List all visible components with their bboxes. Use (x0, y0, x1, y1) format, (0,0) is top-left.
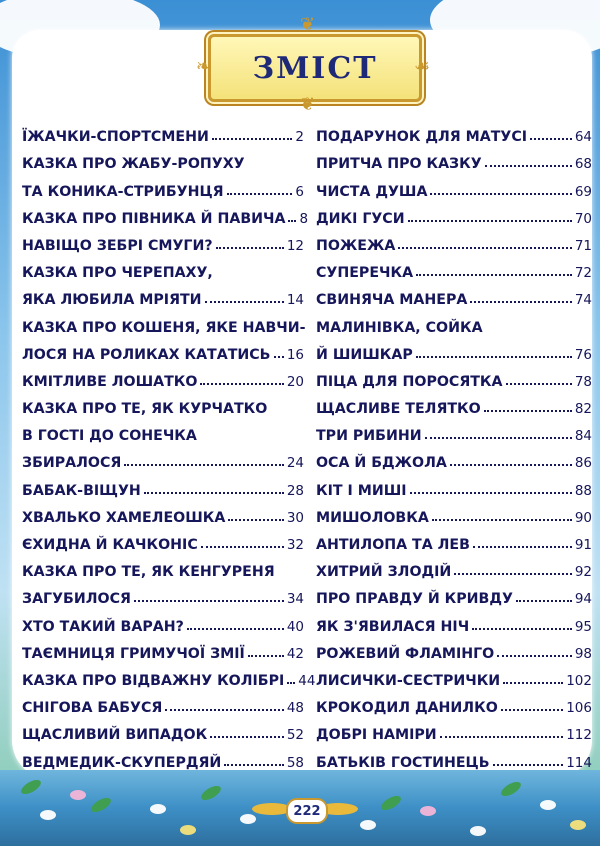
toc-dot-leader (506, 383, 572, 385)
toc-entry-title: В ГОСТІ ДО СОНЕЧКА (22, 428, 197, 445)
toc-entry (316, 444, 592, 471)
toc-entry (316, 172, 592, 199)
toc-entry-page: 28 (286, 482, 304, 499)
toc-entry-title: ПРИТЧА ПРО КАЗКУ (316, 156, 482, 173)
toc-entry-title: КРОКОДИЛ ДАНИЛКО (316, 700, 498, 717)
toc-entry (316, 281, 592, 308)
toc-entry (22, 662, 316, 689)
toc-entry-page: 70 (574, 210, 592, 227)
toc-entry-title: ЛОСЯ НА РОЛИКАХ КАТАТИСЬ (22, 346, 271, 363)
toc-entry-page: 74 (574, 292, 592, 309)
toc-entry-page: 6 (295, 183, 304, 200)
toc-entry (316, 227, 592, 254)
toc-entry (22, 172, 304, 199)
toc-dot-leader (503, 682, 563, 684)
toc-entry-title: ЗАГУБИЛОСЯ (22, 591, 131, 608)
toc-entry (316, 363, 592, 390)
toc-dot-leader (287, 682, 295, 684)
toc-entry-title: НАВІЩО ЗЕБРІ СМУГИ? (22, 237, 213, 254)
toc-entry-page: 16 (286, 346, 304, 363)
toc-dot-leader (516, 600, 572, 602)
toc-entry-title: ПРО ПРАВДУ Й КРИВДУ (316, 591, 513, 608)
toc-entry-title: РОЖЕВИЙ ФЛАМІНГО (316, 645, 495, 662)
toc-entry-title: СНІГОВА БАБУСЯ (22, 700, 163, 717)
toc-entry (316, 499, 592, 526)
toc-entry (22, 390, 304, 417)
toc-entry (22, 499, 304, 526)
toc-dot-leader (288, 220, 296, 222)
toc-entry-title: ПОДАРУНОК ДЛЯ МАТУСІ (316, 129, 528, 146)
toc-dot-leader (216, 247, 284, 249)
toc-dot-leader (210, 736, 284, 738)
toc-entry-title: ТАЄМНИЦЯ ГРИМУЧОЇ ЗМІЇ (22, 645, 245, 662)
toc-entry-page: 12 (286, 237, 304, 254)
toc-entry-title: ТА КОНИКА-СТРИБУНЦЯ (22, 183, 224, 200)
toc-dot-leader (501, 709, 563, 711)
toc-entry-page: 24 (286, 455, 304, 472)
ornament-icon: ❧ (196, 56, 212, 77)
toc-entry-page: 112 (566, 727, 592, 744)
toc-entry-title: ПОЖЕЖА (316, 237, 396, 254)
toc-entry-title: ЯКА ЛЮБИЛА МРІЯТИ (22, 292, 202, 309)
toc-entry-title: ЗБИРАЛОСЯ (22, 455, 122, 472)
toc-entry-page: 90 (574, 509, 592, 526)
toc-entry (316, 145, 592, 172)
toc-entry-page: 82 (574, 401, 592, 418)
toc-entry (22, 200, 309, 227)
toc-entry-title: ЩАСЛИВЕ ТЕЛЯТКО (316, 401, 481, 418)
toc-dot-leader (416, 356, 572, 358)
toc-entry-title: ЯК З'ЯВИЛАСЯ НІЧ (316, 618, 470, 635)
toc-dot-leader (416, 274, 572, 276)
toc-entry-title: СУПЕРЕЧКА (316, 265, 414, 282)
toc-entry (22, 526, 304, 553)
toc-entry (316, 553, 592, 580)
toc-entry-page: 102 (566, 672, 592, 689)
toc-dot-leader (224, 764, 284, 766)
toc-entry-page: 94 (574, 591, 592, 608)
toc-entry-title: КАЗКА ПРО ТЕ, ЯК КУРЧАТКО (22, 401, 268, 418)
toc-entry-page: 30 (286, 509, 304, 526)
toc-entry-title: КАЗКА ПРО ВІДВАЖНУ КОЛІБРІ (22, 672, 285, 689)
toc-left-column (22, 118, 316, 771)
ornament-icon: ❦ (300, 14, 316, 35)
toc-entry (22, 689, 304, 716)
toc-entry (316, 743, 592, 770)
toc-entry (316, 254, 592, 281)
toc-entry (22, 227, 304, 254)
ornament-icon: ❦ (300, 94, 316, 115)
toc-entry (316, 607, 592, 634)
toc-dot-leader (470, 301, 571, 303)
page-title: ЗМІСТ (252, 50, 378, 86)
toc-entry-page: 88 (574, 482, 592, 499)
toc-entry-title: КМІТЛИВЕ ЛОШАТКО (22, 373, 198, 390)
toc-entry-page: 76 (574, 346, 592, 363)
toc-entry-title: МАЛИНІВКА, СОЙКА (316, 319, 483, 336)
toc-entry-page: 34 (286, 591, 304, 608)
toc-entry (22, 145, 304, 172)
toc-entry-title: ХИТРИЙ ЗЛОДІЙ (316, 564, 452, 581)
toc-entry (22, 471, 304, 498)
toc-entry-page: 72 (574, 265, 592, 282)
toc-dot-leader (410, 492, 572, 494)
toc-entry (22, 363, 304, 390)
toc-entry-title: КАЗКА ПРО ПІВНИКА Й ПАВИЧА (22, 210, 286, 227)
toc-dot-leader (165, 709, 284, 711)
toc-entry (316, 580, 592, 607)
toc-dot-leader (134, 600, 284, 602)
toc-entry (22, 743, 304, 770)
toc-dot-leader (227, 193, 293, 195)
toc-dot-leader (200, 383, 283, 385)
toc-entry-page: 40 (286, 618, 304, 635)
toc-dot-leader (484, 410, 572, 412)
toc-entry-page: 78 (574, 373, 592, 390)
toc-entry-title: КАЗКА ПРО КОШЕНЯ, ЯКЕ НАВЧИ- (22, 319, 306, 336)
toc-dot-leader (408, 220, 572, 222)
toc-entry-title: КАЗКА ПРО ТЕ, ЯК КЕНГУРЕНЯ (22, 564, 275, 581)
toc-entry-title: БАТЬКІВ ГОСТИНЕЦЬ (316, 754, 490, 771)
toc-entry-page: 8 (299, 210, 309, 227)
toc-entry-title: СВИНЯЧА МАНЕРА (316, 292, 468, 309)
toc-entry (316, 526, 592, 553)
toc-dot-leader (228, 519, 284, 521)
toc-entry (316, 662, 592, 689)
toc-entry-title: ЧИСТА ДУША (316, 183, 428, 200)
toc-entry (22, 716, 304, 743)
toc-entry (316, 635, 592, 662)
toc-entry-page: 42 (286, 645, 304, 662)
toc-entry-page: 58 (286, 754, 304, 771)
toc-entry-page: 32 (286, 537, 304, 553)
toc-dot-leader (124, 464, 283, 466)
toc-entry (316, 716, 592, 743)
toc-entry-page: 68 (574, 156, 592, 173)
toc-dot-leader (212, 138, 293, 140)
toc-dot-leader (248, 655, 284, 657)
toc-dot-leader (485, 165, 572, 167)
toc-dot-leader (454, 573, 572, 575)
toc-entry-page: 92 (574, 564, 592, 581)
toc-entry (22, 553, 304, 580)
toc-dot-leader (425, 437, 572, 439)
toc-entry-title: АНТИЛОПА ТА ЛЕВ (316, 537, 470, 553)
toc-entry-title: ПІЦА ДЛЯ ПОРОСЯТКА (316, 373, 503, 390)
toc-dot-leader (450, 464, 572, 466)
toc-entry-page: 95 (574, 618, 592, 635)
toc-entry-title: ОСА Й БДЖОЛА (316, 455, 447, 472)
toc-entry (22, 281, 304, 308)
toc-entry-page: 114 (566, 754, 592, 771)
toc-dot-leader (530, 138, 572, 140)
toc-dot-leader (432, 519, 572, 521)
toc-entry-page: 98 (574, 645, 592, 662)
toc-dot-leader (144, 492, 284, 494)
toc-entry-title: Й ШИШКАР (316, 346, 413, 363)
toc-entry (316, 471, 592, 498)
toc-entry-page: 14 (286, 292, 304, 309)
page-number: 222 (286, 798, 328, 824)
toc-entry (316, 308, 592, 335)
toc-dot-leader (440, 736, 564, 738)
toc-entry-page: 64 (574, 129, 592, 146)
toc-dot-leader (274, 356, 284, 358)
toc-entry-page: 69 (574, 183, 592, 200)
toc-entry-title: ВЕДМЕДИК-СКУПЕРДЯЙ (22, 754, 222, 771)
toc-entry (22, 580, 304, 607)
toc-entry-page: 84 (574, 428, 592, 445)
toc-entry-title: ЛИСИЧКИ-СЕСТРИЧКИ (316, 672, 501, 689)
toc-entry-title: ЩАСЛИВИЙ ВИПАДОК (22, 727, 208, 744)
toc-entry (316, 417, 592, 444)
toc-entry (316, 390, 592, 417)
toc-entry (316, 118, 592, 145)
toc-entry-title: ДОБРІ НАМІРИ (316, 727, 437, 744)
toc-entry (22, 308, 304, 335)
toc-entry (22, 254, 304, 281)
toc-entry-page: 48 (286, 700, 304, 717)
toc-dot-leader (187, 628, 284, 630)
toc-entry (22, 417, 304, 444)
toc-entry-page: 86 (574, 455, 592, 472)
toc-entry (316, 689, 592, 716)
toc-entry-title: КАЗКА ПРО ЖАБУ-РОПУХУ (22, 156, 245, 173)
toc-entry-title: ХТО ТАКИЙ ВАРАН? (22, 618, 184, 635)
toc-entry-page: 91 (574, 537, 592, 553)
toc-entry (22, 444, 304, 471)
toc-dot-leader (493, 764, 564, 766)
toc-dot-leader (398, 247, 571, 249)
toc-entry (22, 336, 304, 363)
toc-dot-leader (472, 628, 572, 630)
toc-entry-page: 44 (298, 672, 316, 689)
toc-entry-page: 106 (566, 700, 592, 717)
toc-entry (22, 118, 304, 145)
toc-dot-leader (201, 546, 284, 548)
toc-entry-title: ДИКІ ГУСИ (316, 210, 405, 227)
toc-entry-title: КАЗКА ПРО ЧЕРЕПАХУ, (22, 265, 213, 282)
toc-entry-title: ХВАЛЬКО ХАМЕЛЕОШКА (22, 509, 226, 526)
toc-entry (22, 607, 304, 634)
title-banner (208, 34, 422, 102)
toc-entry-title: ЇЖАЧКИ-СПОРТСМЕНИ (22, 129, 209, 146)
toc-dot-leader (430, 193, 571, 195)
toc-entry-title: МИШОЛОВКА (316, 509, 429, 526)
toc-entry-page: 71 (574, 237, 592, 254)
toc-entry-title: ТРИ РИБИНИ (316, 428, 422, 445)
toc-entry (22, 635, 304, 662)
toc-dot-leader (473, 546, 572, 548)
toc-entry-title: КІТ І МИШІ (316, 482, 407, 499)
toc-dot-leader (497, 655, 572, 657)
toc-right-column (316, 118, 592, 771)
toc-entry-title: ЄХИДНА Й КАЧКОНІС (22, 537, 198, 553)
toc-entry (316, 336, 592, 363)
toc-entry-page: 52 (286, 727, 304, 744)
toc-entry-page: 2 (295, 129, 304, 146)
toc-entry (316, 200, 592, 227)
toc-dot-leader (205, 301, 284, 303)
toc-entry-title: БАБАК-ВІЩУН (22, 482, 141, 499)
ornament-icon: ☙ (414, 56, 431, 77)
toc-entry-page: 20 (286, 373, 304, 390)
